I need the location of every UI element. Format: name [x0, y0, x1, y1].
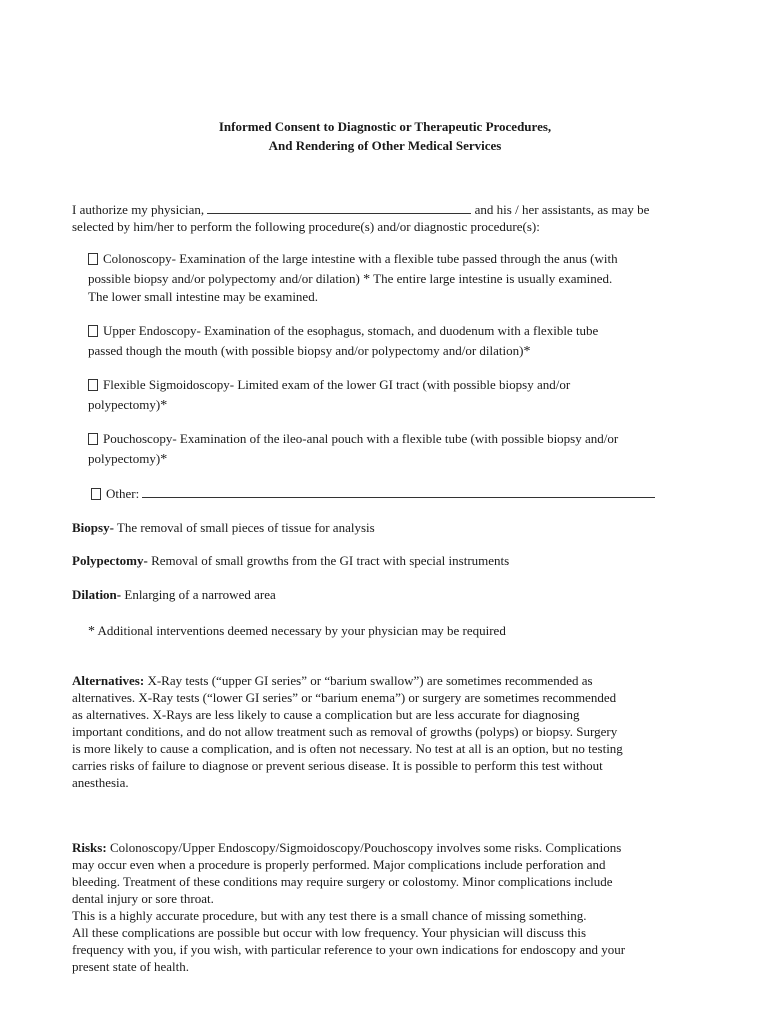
- risks-line: present state of health.: [72, 959, 189, 974]
- risks-line: All these complications are possible but occur with low frequency. Your physician will discuss this: [72, 925, 587, 940]
- title-line-2: And Rendering of Other Medical Services: [268, 138, 502, 153]
- colonoscopy-line-2b: The entire large intestine is usually examined.: [370, 271, 613, 286]
- option-sigmoidoscopy: [88, 376, 698, 414]
- biopsy-text: The removal of small pieces of tissue for analysis: [113, 520, 375, 535]
- pouch-line-1: Pouchoscopy- Examination of the ileo-anal pouch with a flexible tube (with possible biopsy and/or: [103, 431, 619, 446]
- alternatives-line: carries risks of failure to diagnose or prevent serious disease. It is possible to perform this test without: [72, 758, 603, 773]
- option-colonoscopy: [88, 250, 698, 305]
- upper-line-2: passed though the mouth (with possible biopsy and/or polypectomy and/or dilation): [88, 343, 524, 358]
- polypectomy-term: Polypectomy-: [72, 553, 148, 568]
- alternatives-line: alternatives. X-Ray tests (“lower GI series” or “barium enema”) or surgery are sometimes recommended: [72, 690, 617, 705]
- pouch-line-2: polypectomy): [88, 451, 161, 466]
- asterisk: *: [88, 624, 95, 639]
- colonoscopy-line-2a: possible biopsy and/or polypectomy and/or dilation): [88, 271, 364, 286]
- risks-line: This is a highly accurate procedure, but with any test there is a small chance of missing something.: [72, 908, 587, 923]
- definition-biopsy: [72, 519, 375, 536]
- title-line-1: Informed Consent to Diagnostic or Therapeutic Procedures,: [218, 119, 552, 134]
- alternatives-term: Alternatives:: [72, 673, 145, 688]
- option-pouchoscopy: [88, 430, 698, 468]
- asterisk: *: [363, 272, 371, 287]
- definition-polypectomy: [72, 552, 509, 569]
- alternatives-line: is more likely to cause a complication, and is often not necessary. No test at all is an option, but no testing: [72, 741, 623, 756]
- risks-line: bleeding. Treatment of these conditions may require surgery or colostomy. Minor complications include: [72, 874, 613, 889]
- asterisk: *: [160, 452, 168, 467]
- sigmoidoscopy-checkbox[interactable]: [88, 379, 98, 391]
- pouchoscopy-checkbox[interactable]: [88, 433, 98, 445]
- upper-endoscopy-checkbox[interactable]: [88, 325, 98, 337]
- risks-line: Colonoscopy/Upper Endoscopy/Sigmoidoscopy/Pouchoscopy involves some risks. Complications: [106, 840, 622, 855]
- risks-line: frequency with you, if you wish, with particular reference to your own indications for endoscopy and your: [72, 942, 626, 957]
- sigmoid-line-2: polypectomy): [88, 397, 161, 412]
- option-upper-endoscopy: [88, 322, 698, 360]
- other-checkbox[interactable]: [91, 488, 101, 500]
- alternatives-line: as alternatives. X-Rays are less likely to cause a complication but are less accurate for diagnosing: [72, 707, 580, 722]
- colonoscopy-line-3: The lower small intestine may be examined.: [88, 289, 318, 304]
- asterisk: *: [523, 344, 531, 359]
- authorization-paragraph: [72, 201, 702, 235]
- document-title: [0, 117, 770, 155]
- alternatives-line: X-Ray tests (“upper GI series” or “barium swallow”) are sometimes recommended as: [144, 673, 593, 688]
- intro-line-2: selected by him/her to perform the following procedure(s) and/or diagnostic procedure(s):: [72, 219, 540, 234]
- sigmoid-line-1: Flexible Sigmoidoscopy- Limited exam of the lower GI tract (with possible biopsy and/or: [103, 377, 571, 392]
- intro-text-after: and his / her assistants, as may be: [471, 202, 650, 217]
- physician-name-field[interactable]: [207, 202, 471, 214]
- risks-line: may occur even when a procedure is properly performed. Major complications include perforation and: [72, 857, 606, 872]
- asterisk: *: [160, 398, 168, 413]
- upper-line-1: Upper Endoscopy- Examination of the esophagus, stomach, and duodenum with a flexible tube: [103, 323, 599, 338]
- definition-dilation: [72, 586, 276, 603]
- colonoscopy-checkbox[interactable]: [88, 253, 98, 265]
- alternatives-section: [72, 672, 700, 791]
- intro-text-before: I authorize my physician,: [72, 202, 208, 217]
- polypectomy-text: Removal of small growths from the GI tract with special instruments: [147, 553, 510, 568]
- alternatives-line: important conditions, and do not allow treatment such as removal of growths (polyps) or biopsy. Surgery: [72, 724, 618, 739]
- biopsy-term: Biopsy-: [72, 520, 114, 535]
- other-label: Other:: [106, 486, 143, 501]
- risks-term: Risks:: [72, 840, 107, 855]
- other-procedure-field[interactable]: [142, 486, 655, 498]
- colonoscopy-line-1: Colonoscopy- Examination of the large intestine with a flexible tube passed through the anus (with: [103, 251, 618, 266]
- risks-line: dental injury or sore throat.: [72, 891, 214, 906]
- additional-interventions-note: [88, 622, 506, 640]
- dilation-text: Enlarging of a narrowed area: [121, 587, 276, 602]
- alternatives-line: anesthesia.: [72, 775, 129, 790]
- note-text: Additional interventions deemed necessary by your physician may be required: [95, 623, 506, 638]
- dilation-term: Dilation-: [72, 587, 122, 602]
- risks-section: [72, 839, 700, 975]
- option-other: [91, 485, 701, 502]
